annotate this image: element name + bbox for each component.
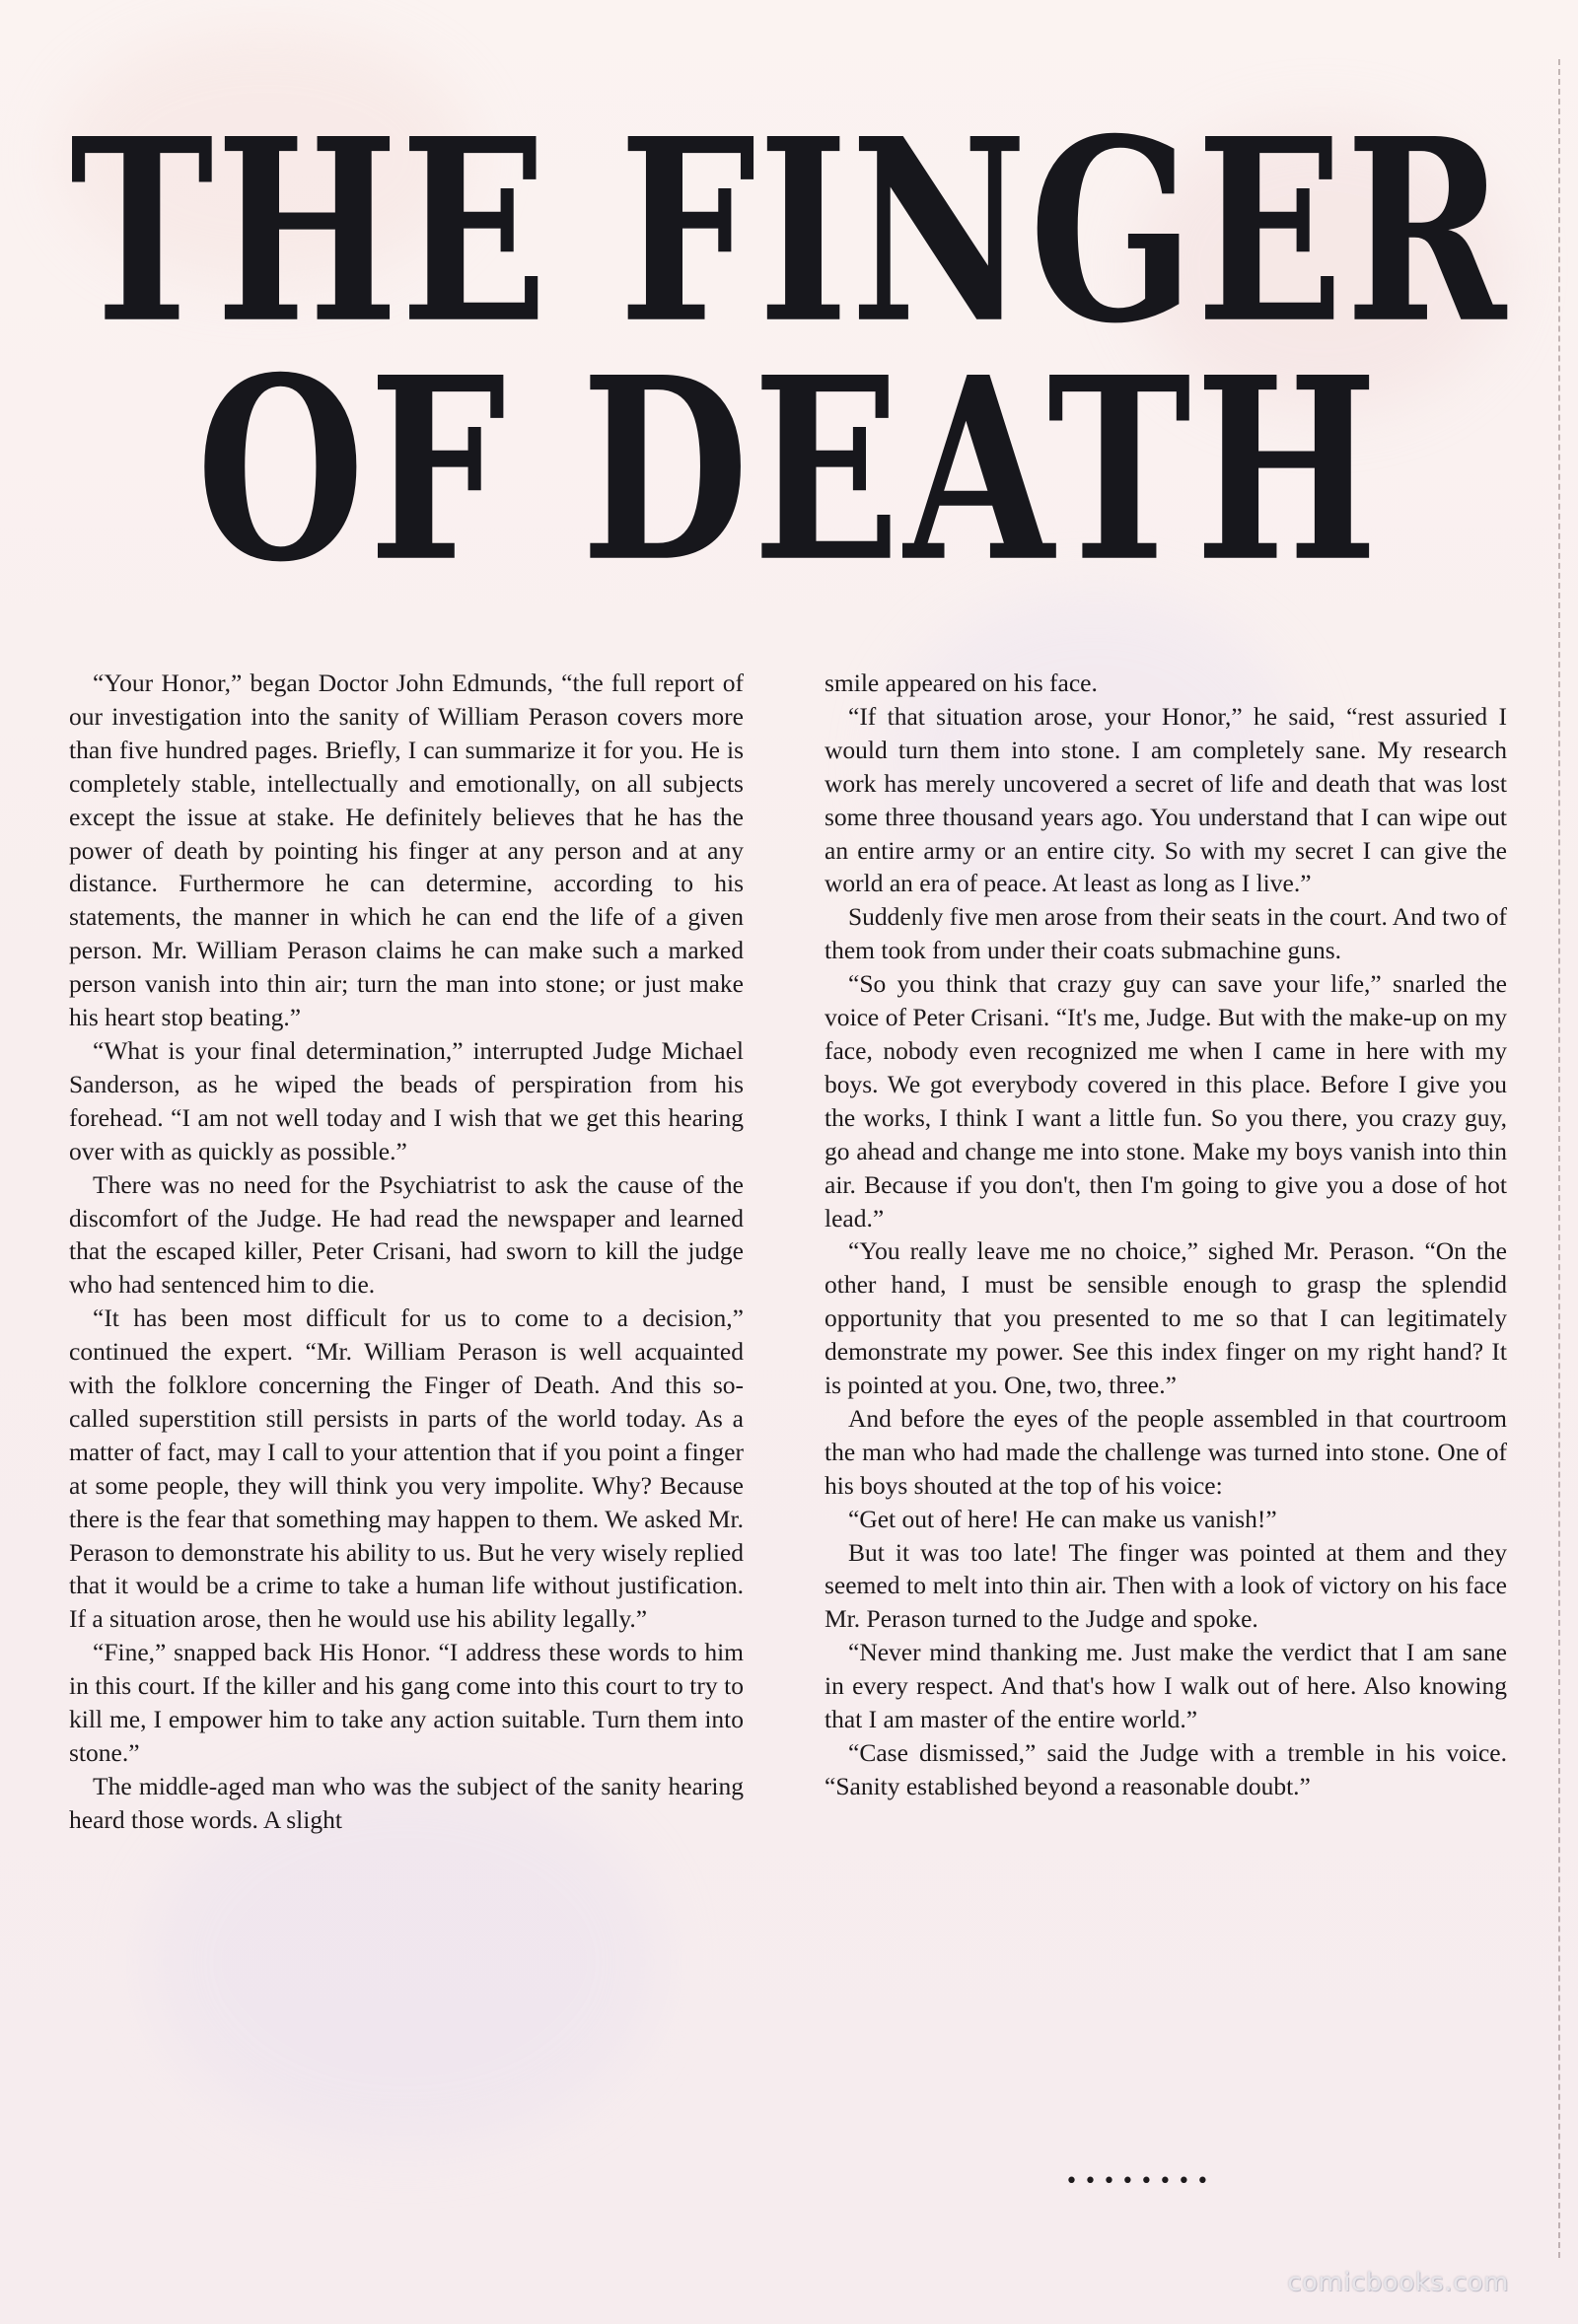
paragraph: “It has been most difficult for us to come to a decision,” continued the expert. “Mr. William Perason is well acquainted with the folklore concerning the Finger of Death. And this so-called superstition still persists in parts of the world today. As a matter of fact, may I call to your attention that if you point a finger at some people, they will think you very impolite. Why? Because there is the fear that something may happen to them. We asked Mr. Perason to demonstrate his ability to us. But he very wisely replied that it would be a crime to take a human life without justification. If a situation arose, then he would use his ability legally.” [69, 1303, 744, 1634]
paragraph: The middle-aged man who was the subject of the sanity hearing heard those words. A slight [69, 1771, 744, 1834]
paragraph: But it was too late! The finger was pointed at them and they seemed to melt into thin air. Then with a look of victory on his face Mr. Perason turned to the Judge and spoke. [825, 1537, 1507, 1634]
paragraph: “Case dismissed,” said the Judge with a tremble in his voice. “Sanity established beyond a reasonable doubt.” [825, 1738, 1507, 1800]
paragraph: “Your Honor,” began Doctor John Edmunds, “the full report of our investigation into the sanity of William Perason covers more than five hundred pages. Briefly, I can summarize it for you. He is completely stable, intellectually and emotionally, on all subjects except the issue at stake. He definitely believes that he has the power of death by pointing his finger at any person and at any distance. Furthermore he can determine, according to his statements, the manner in which he can end the life of a given person. Mr. William Perason claims he can make such a marked person vanish into thin air; turn the man into stone; or just make his heart stop beating.” [69, 669, 744, 1032]
paragraph: “So you think that crazy guy can save your life,” snarled the voice of Peter Crisani. “It's me, Judge. But with the make-up on my face, nobody even recognized me when I came in here with my boys. We got everybody covered in this place. Before I give you the works, I think I want a little fun. So you there, you crazy guy, go ahead and change me into stone. Make my boys vanish into thin air. Because if you don't, then I'm going to give you a dose of hot lead.” [825, 969, 1507, 1232]
paragraph: “Never mind thanking me. Just make the verdict that I am sane in every respect. And that's how I walk out of here. Also knowing that I am master of the entire world.” [825, 1638, 1507, 1734]
right-text-column [825, 667, 1507, 1803]
story-title-line-1: THE FINGER [69, 84, 1509, 380]
paragraph: And before the eyes of the people assembled in that courtroom the man who had made the challenge was turned into stone. One of his boys shouted at the top of his voice: [825, 1403, 1507, 1500]
paragraph: Suddenly five men arose from their seats in the court. And two of them took from under their coats submachine guns. [825, 902, 1507, 965]
left-text-column [69, 667, 744, 1837]
paragraph: “What is your final determination,” interrupted Judge Michael Sanderson, as he wiped the beads of perspiration from his forehead. “I am not well today and I wish that we get this hearing over with as quickly as possible.” [69, 1035, 744, 1165]
paragraph: “You really leave me no choice,” sighed Mr. Perason. “On the other hand, I must be sensible enough to grasp the splendid opportunity that you presented to me so that I can legitimately demonstrate my power. See this index finger on my right hand? It is pointed at you. One, two, three.” [825, 1236, 1507, 1400]
end-of-story-dots: •••••••• [1065, 2169, 1215, 2194]
site-watermark: comicbooks.com [1287, 2268, 1509, 2297]
paragraph: “Fine,” snapped back His Honor. “I address these words to him in this court. If the killer and his gang come into this court to try to kill me, I empower him to take any action suitable. Turn them into stone.” [69, 1638, 744, 1767]
paragraph-continued: smile appeared on his face. [825, 669, 1098, 697]
story-title-line-2: OF DEATH [196, 322, 1382, 618]
paragraph: “If that situation arose, your Honor,” he said, “rest assuried I would turn them into stone. I am completely sane. My research work has merely uncovered a secret of life and death that was lost some three thousand years ago. You understand that I can wipe out an entire army or an entire city. So with my secret I can give the world an era of peace. At least as long as I live.” [825, 701, 1507, 898]
paragraph: “Get out of here! He can make us vanish!” [848, 1504, 1277, 1533]
paragraph: There was no need for the Psychiatrist to ask the cause of the discomfort of the Judge. He had read the newspaper and learned that the escaped killer, Peter Crisani, had sworn to kill the judge who had sentenced him to die. [69, 1169, 744, 1300]
